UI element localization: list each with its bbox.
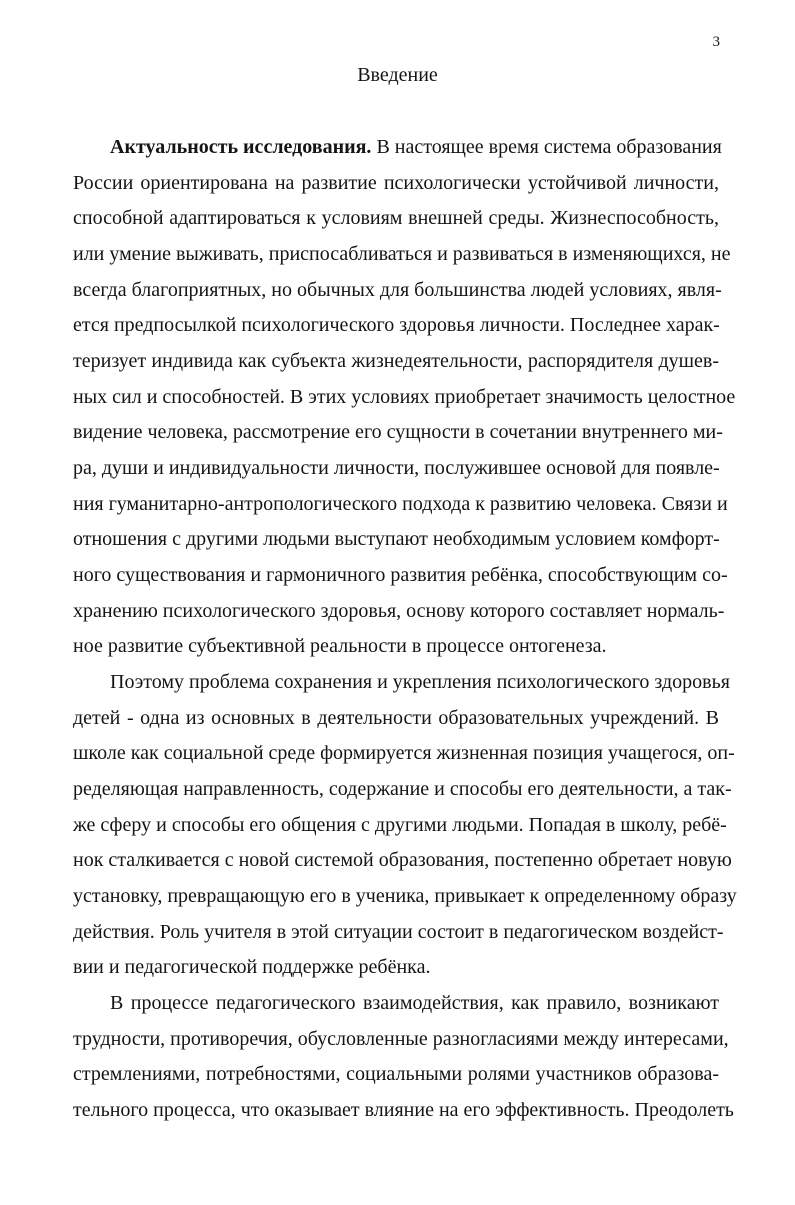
text-line: всегда благоприятных, но обычных для большинства людей условиях, явля-: [73, 279, 722, 301]
text-line: вии и педагогической поддержке ребёнка.: [73, 956, 431, 978]
text-line: отношения с другими людьми выступают необходимым условием комфорт-: [73, 528, 720, 550]
text-line: детей - одна из основных в деятельности образовательных учреждений. В: [73, 707, 719, 729]
section-title: Введение: [357, 64, 438, 86]
text-line: действия. Роль учителя в этой ситуации состоит в педагогическом воздейст-: [73, 921, 724, 943]
paragraph-1-line-1: [110, 134, 722, 160]
text-line: ределяющая направленность, содержание и способы его деятельности, а так-: [73, 778, 732, 800]
text-line: В настоящее время система образования: [371, 136, 722, 158]
text-line: В процессе педагогического взаимодействия, как правило, возникают: [110, 992, 719, 1014]
text-line: России ориентирована на развитие психологически устойчивой личности,: [73, 172, 719, 194]
text-line: видение человека, рассмотрение его сущности в сочетании внутреннего ми-: [73, 421, 723, 443]
page-number: 3: [712, 34, 720, 50]
text-line: способной адаптироваться к условиям внешней среды. Жизнеспособность,: [73, 207, 719, 229]
text-line: или умение выживать, приспосабливаться и развиваться в изменяющихся, не: [73, 243, 731, 265]
text-line: хранению психологического здоровья, основу которого составляет нормаль-: [73, 600, 725, 622]
text-line: Поэтому проблема сохранения и укрепления психологического здоровья: [110, 671, 730, 693]
text-line: установку, превращающую его в ученика, привыкает к определенному образу: [73, 885, 737, 907]
paragraph-lead: Актуальность исследования.: [110, 136, 372, 158]
text-line: ется предпосылкой психологического здоровья личности. Последнее харак-: [73, 314, 720, 336]
text-line: ного существования и гармоничного развития ребёнка, способствующим со-: [73, 564, 728, 586]
text-line: стремлениями, потребностями, социальными ролями участников образова-: [73, 1063, 719, 1085]
text-line: ных сил и способностей. В этих условиях приобретает значимость целостное: [73, 386, 736, 408]
text-line: ния гуманитарно-антропологического подхода к развитию человека. Связи и: [73, 493, 728, 515]
text-line: трудности, противоречия, обусловленные разногласиями между интересами,: [73, 1028, 729, 1050]
text-line: нок сталкивается с новой системой образования, постепенно обретает новую: [73, 849, 732, 871]
text-line: ра, души и индивидуальности личности, послужившее основой для появле-: [73, 457, 720, 479]
text-line: же сферу и способы его общения с другими людьми. Попадая в школу, ребё-: [73, 814, 727, 836]
text-line: школе как социальной среде формируется жизненная позиция учащегося, оп-: [73, 742, 735, 764]
text-line: теризует индивида как субъекта жизнедеятельности, распорядителя душев-: [73, 350, 719, 372]
text-line: ное развитие субъективной реальности в процессе онтогенеза.: [73, 635, 607, 657]
text-line: тельного процесса, что оказывает влияние на его эффективность. Преодолеть: [73, 1099, 734, 1121]
